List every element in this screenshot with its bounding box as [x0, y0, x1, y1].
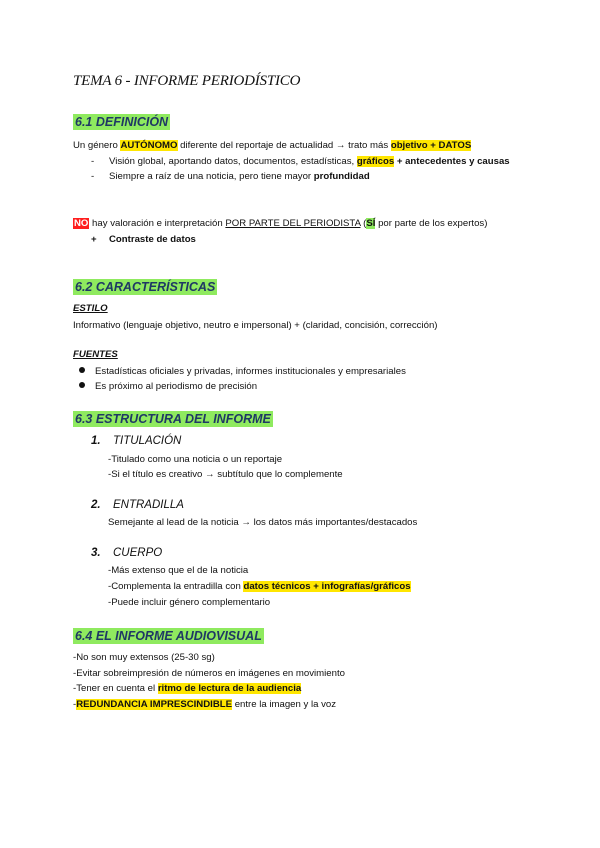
highlight: datos técnicos + infografías/gráficos — [243, 581, 411, 592]
text-run: profundidad — [313, 171, 370, 182]
text-run: - — [73, 699, 77, 710]
text-run: CUERPO — [113, 547, 163, 559]
numbered-item-title — [91, 547, 580, 559]
highlight: NO — [74, 218, 89, 229]
text-run: Visión global, aportando datos, documentos, estadísticas, — [109, 156, 357, 167]
section-heading-text: 6.3 ESTRUCTURA DEL INFORME — [75, 412, 271, 426]
list-item — [73, 682, 580, 695]
item-number: 2. — [91, 499, 101, 511]
numbered-item-title — [91, 435, 580, 447]
numbered-item-title — [91, 499, 580, 511]
highlight: SÍ — [366, 218, 376, 229]
sub-heading: ESTILO — [73, 303, 108, 314]
list-item: -Evitar sobreimpresión de números en imágenes en movimiento — [73, 668, 345, 679]
text-run: entre la imagen y la voz — [232, 699, 337, 710]
section-heading — [73, 113, 580, 131]
text-run: -Complementa la entradilla con — [108, 581, 244, 592]
dash-marker: - — [91, 156, 95, 167]
item-number: 1. — [91, 435, 101, 447]
highlight: gráficos — [356, 156, 395, 167]
dash-marker: - — [91, 171, 95, 182]
text-run: TITULACIÓN — [113, 435, 182, 447]
text-run: Siempre a raíz de una noticia, pero tiene mayor — [109, 171, 314, 182]
sub-heading: FUENTES — [73, 349, 118, 360]
text-run: + antecedentes y causas — [394, 156, 510, 167]
highlight: ritmo de lectura de la audiencia — [157, 683, 302, 694]
section-heading — [73, 410, 580, 428]
text-run: Estadísticas oficiales y privadas, informes institucionales y empresariales — [95, 366, 406, 377]
list-item — [91, 170, 580, 183]
list-item — [79, 365, 580, 378]
text-run: diferente del reportaje de actualidad → trato más — [177, 140, 391, 151]
plus-marker: + — [91, 234, 97, 245]
list-item — [79, 380, 580, 393]
highlight: objetivo + DATOS — [390, 140, 472, 151]
text-run: hay valoración e interpretación — [89, 218, 226, 229]
paragraph — [73, 217, 580, 230]
bullet-icon — [79, 367, 85, 373]
list-item: -Más extenso que el de la noticia — [108, 565, 249, 576]
list-item — [91, 233, 580, 246]
list-item — [91, 155, 580, 168]
text-run: Contraste de datos — [109, 234, 196, 245]
text-run: -Tener en cuenta el — [73, 683, 158, 694]
section-heading — [73, 278, 580, 296]
bullet-icon — [79, 382, 85, 388]
highlight: AUTÓNOMO — [120, 140, 178, 151]
section-heading-text: 6.1 DEFINICIÓN — [75, 115, 169, 129]
list-item — [108, 580, 580, 593]
section-heading — [73, 627, 580, 645]
section-heading-text: 6.4 EL INFORME AUDIOVISUAL — [75, 629, 262, 643]
page-title: TEMA 6 - INFORME PERIODÍSTICO — [73, 73, 301, 89]
text-run: Es próximo al periodismo de precisión — [95, 381, 258, 392]
paragraph — [73, 139, 580, 152]
list-item — [73, 698, 580, 711]
list-item: -Si el título es creativo → subtítulo que lo complemente — [108, 469, 343, 480]
list-item: -Puede incluir género complementario — [108, 597, 271, 608]
highlight: REDUNDANCIA IMPRESCINDIBLE — [76, 699, 233, 710]
item-number: 3. — [91, 547, 101, 559]
list-item: Semejante al lead de la noticia → los datos más importantes/destacados — [108, 517, 418, 528]
section-heading-text: 6.2 CARACTERÍSTICAS — [75, 280, 216, 294]
list-item: -No son muy extensos (25-30 sg) — [73, 652, 215, 663]
text-run: ENTRADILLA — [113, 499, 184, 511]
text-run: Un género — [73, 140, 121, 151]
list-item: -Titulado como una noticia o un reportaje — [108, 454, 283, 465]
text-run: ( — [360, 218, 367, 229]
text-run: por parte de los expertos) — [375, 218, 488, 229]
paragraph: Informativo (lenguaje objetivo, neutro e impersonal) + (claridad, concisión, corrección) — [73, 320, 438, 331]
underlined-text: POR PARTE DEL PERIODISTA — [225, 218, 361, 229]
